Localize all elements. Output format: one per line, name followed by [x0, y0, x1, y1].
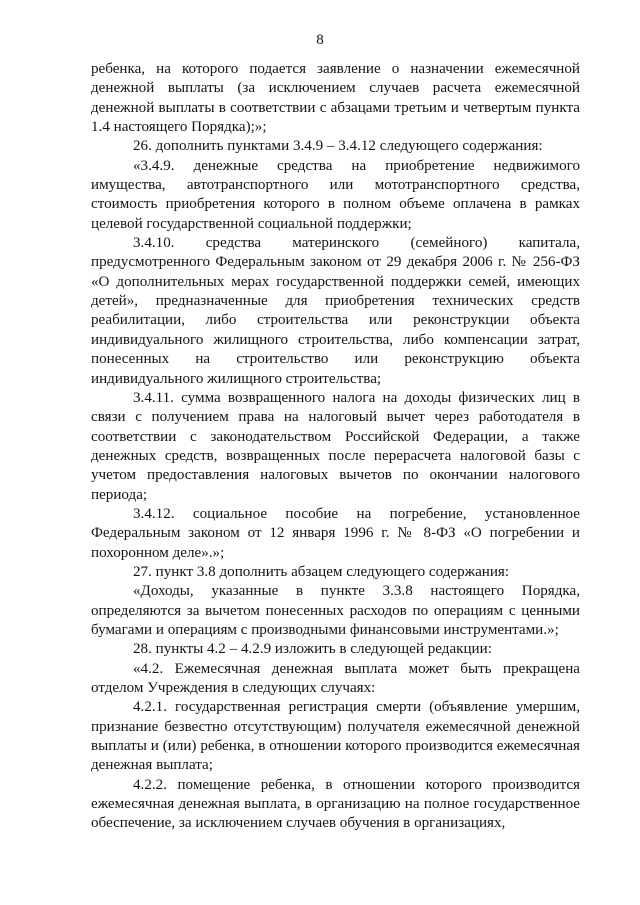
paragraph-item-27: 27. пункт 3.8 дополнить абзацем следующего содержания:: [133, 563, 510, 580]
paragraph-3-4-12: 3.4.12. социальное пособие на погребение, установленное Федеральным законом от 12 января 1996 г. № 8-ФЗ «О погребении и похоронном деле».»;: [91, 505, 580, 561]
paragraph-4-2: «4.2. Ежемесячная денежная выплата может быть прекращена отделом Учреждения в следующих случаях:: [91, 660, 580, 696]
paragraph-item-26: 26. дополнить пунктами 3.4.9 – 3.4.12 следующего содержания:: [133, 138, 543, 155]
paragraph-continuation: ребенка, на которого подается заявление о назначении ежемесячной денежной выплаты (за исключением случаев расчета ежемесячной денежной выплаты в соответствии с абзацами третьим и четвертым пункта 1.4 настоящего Порядка);»;: [91, 61, 580, 136]
paragraph-3-4-10: 3.4.10. средства материнского (семейного) капитала, предусмотренного Федеральным законом от 29 декабря 2006 г. № 256-ФЗ «О дополнительных мерах государственной поддержки семей, имеющих детей», предназначенные для приобретения технических средств реабилитации, либо строительства или реконструкции объекта индивидуального жилищного строительства, либо компенсации затрат, понесенных на строительство или реконструкцию объекта индивидуального жилищного строительства;: [91, 235, 580, 387]
paragraph-income-clause: «Доходы, указанные в пункте 3.3.8 настоящего Порядка, определяются за вычетом понесенных расходов по операциям с ценными бумагами и операциям с производными финансовыми инструментами.»;: [91, 583, 580, 638]
paragraph-4-2-2: 4.2.2. помещение ребенка, в отношении которого производится ежемесячная денежная выплата, в организацию на полное государственное обеспечение, за исключением случаев обучения в организациях,: [91, 776, 580, 832]
document-body: [91, 60, 580, 834]
paragraph-3-4-9: «3.4.9. денежные средства на приобретение недвижимого имущества, автотранспортного или мототранспортного средства, стоимость приобретения которого в полном объеме оплачена в рамках целевой государственной социальной поддержки;: [91, 157, 580, 232]
paragraph-3-4-11: 3.4.11. сумма возвращенного налога на доходы физических лиц в связи с получением права на налоговый вычет через работодателя в соответствии с законодательством Российской Федерации, а также денежных средств, возвращенных после перерасчета налоговой базы с учетом предоставления налоговых вычетов по окончании налогового периода;: [91, 389, 580, 503]
paragraph-4-2-1: 4.2.1. государственная регистрация смерти (объявление умершим, признание безвестно отсутствующим) получателя ежемесячной денежной выплаты и (или) ребенка, в отношении которого производится ежемесячная денежная выплата;: [91, 699, 580, 774]
paragraph-item-28: 28. пункты 4.2 – 4.2.9 изложить в следующей редакции:: [133, 641, 492, 658]
page-number: 8: [316, 32, 324, 48]
